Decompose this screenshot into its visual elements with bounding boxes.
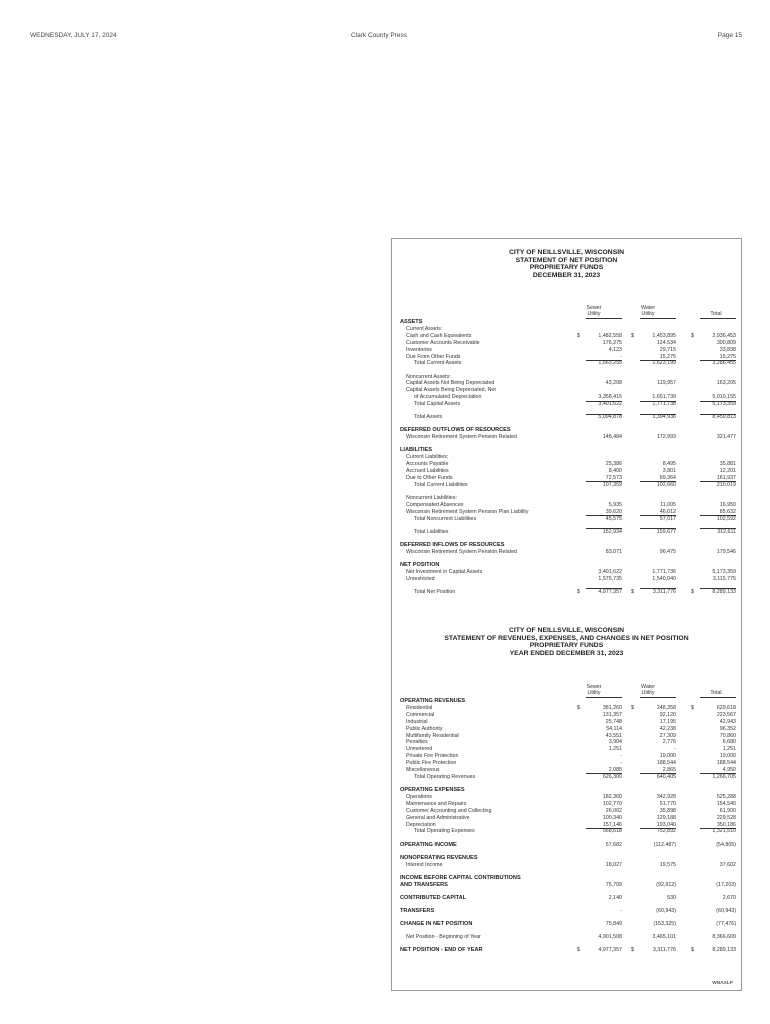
stmt2-row-label: CONTRIBUTED CAPITAL <box>400 894 467 901</box>
stmt1-row-value: 148,484 <box>602 434 622 441</box>
stmt1-row-value: 1,540,040 <box>652 575 676 582</box>
stmt1-row-label: LIABILITIES <box>400 447 433 454</box>
stmt1-row-value: 3,801 <box>662 468 676 475</box>
stmt1-row-label: Customer Accounts Receivable <box>406 339 480 346</box>
rule-line <box>640 360 676 361</box>
stmt1-row-value: 163,205 <box>716 380 736 387</box>
stmt1-row-label: Total Noncurrent Liabilities <box>414 515 477 522</box>
stmt1-title-line: CITY OF NEILLSVILLE, WISCONSIN <box>508 249 625 256</box>
stmt2-row-value: (60,943) <box>716 907 736 914</box>
stmt2-row-label: Net Position - Beginning of Year <box>406 933 481 940</box>
notice-watermark: WNAXLP <box>712 981 733 986</box>
stmt2-row-value: 182,360 <box>602 793 622 800</box>
stmt1-dollar-sign: $ <box>577 332 580 339</box>
stmt2-row-value: 19,575 <box>659 861 676 868</box>
stmt1-row-label: Noncurrent Liabilities: <box>406 494 457 501</box>
stmt2-row-value: 54,114 <box>606 725 622 732</box>
stmt1-row-label: NET POSITION <box>400 561 440 568</box>
stmt1-row-value: 152,934 <box>602 528 622 535</box>
stmt2-title-line: STATEMENT OF REVENUES, EXPENSES, AND CHANGES IN NET POSITION <box>444 634 689 642</box>
stmt1-row-label: of Accumulated Depreciation <box>414 394 482 401</box>
rule-line <box>586 360 622 361</box>
stmt2-row-value: 96,352 <box>719 725 736 732</box>
rule-line <box>700 773 736 774</box>
stmt1-row-value: 83,071 <box>605 548 622 555</box>
stmt2-row-value: 640,405 <box>656 773 676 780</box>
stmt1-row-value: 210,019 <box>716 481 736 488</box>
stmt1-row-value: 35,881 <box>719 461 736 468</box>
stmt1-row-value: 16,950 <box>719 501 736 508</box>
stmt2-row-label: NONOPERATING REVENUES <box>400 854 478 861</box>
stmt1-row-label: Capital Assets Being Depreciated, Net <box>406 387 496 394</box>
stmt1-dollar-sign: $ <box>631 332 634 339</box>
stmt1-row-value: 57,017 <box>659 515 676 522</box>
stmt2-row-label: Residential <box>406 704 433 711</box>
stmt2-row-value: 19,000 <box>719 753 736 760</box>
stmt2-row-value: 102,770 <box>602 800 622 807</box>
stmt1-row-value: 8,495 <box>662 461 676 468</box>
stmt2-row-value: 100,340 <box>602 814 622 821</box>
stmt1-row-label: Capital Assets Not Being Depreciated <box>406 380 495 387</box>
stmt1-row-value: 176,275 <box>602 339 622 346</box>
stmt2-dollar-sign: $ <box>691 704 694 711</box>
stmt1-row-label: Total Capital Assets <box>414 401 461 408</box>
rule-line <box>700 481 736 482</box>
stmt1-row-value: 5,935 <box>608 501 622 508</box>
rule-line <box>700 360 736 361</box>
stmt2-row-value: 51,770 <box>659 800 676 807</box>
stmt2-row-value: 2,865 <box>662 767 676 773</box>
stmt1-row-label: Wisconsin Retirement System Pension Plan Liability <box>406 508 529 515</box>
stmt2-row-value: 57,682 <box>605 841 622 848</box>
stmt2-row-value: - <box>620 753 622 760</box>
stmt1-row-value: 179,546 <box>716 548 736 555</box>
rule-line <box>586 414 622 415</box>
stmt2-row-value: (60,943) <box>656 907 676 914</box>
rule-line <box>700 828 736 829</box>
stmt1-row-value: 15,275 <box>659 353 676 360</box>
stmt1-row-label: Accrued Liabilities <box>406 468 449 475</box>
stmt2-row-value: 2,085 <box>608 767 622 773</box>
legal-notice <box>391 238 742 991</box>
rule-line <box>586 588 622 589</box>
stmt2-row-value: 342,928 <box>656 793 676 800</box>
stmt2-row-label: Multifamily Residential <box>406 732 459 739</box>
stmt1-row-label: Current Liabilities: <box>406 454 449 461</box>
stmt2-row-value: 35,898 <box>659 807 676 814</box>
rule-line <box>586 828 622 829</box>
stmt1-row-value: 8,400 <box>608 468 622 475</box>
stmt1-row-value: 85,632 <box>719 508 736 515</box>
stmt1-row-label: Compensated Absences <box>406 501 464 508</box>
stmt2-row-value: 70,860 <box>719 732 736 739</box>
stmt2-row-value: 4,901,508 <box>598 933 622 940</box>
stmt1-row-value: 4,123 <box>608 346 622 353</box>
stmt2-row-value: 17,195 <box>659 718 676 725</box>
stmt2-title-line: PROPRIETARY FUNDS <box>529 642 604 650</box>
stmt2-row-value: 2,670 <box>722 894 736 901</box>
stmt2-column-header: Utility <box>587 690 601 696</box>
stmt2-row-value: 188,544 <box>656 760 676 767</box>
stmt1-dollar-sign: $ <box>691 588 694 595</box>
stmt1-row-value: 3,401,622 <box>598 401 622 408</box>
rule-line <box>586 773 622 774</box>
stmt1-row-value: 161,937 <box>716 474 736 481</box>
rule-line <box>700 697 736 698</box>
stmt1-row-label: Cash and Cash Equivalents <box>406 332 472 339</box>
stmt1-row-value: 25,386 <box>605 461 622 468</box>
stmt2-row-value: (112,487) <box>653 841 676 848</box>
stmt1-row-value: 15,275 <box>719 353 736 360</box>
stmt2-row-value: (92,912) <box>656 881 676 888</box>
stmt1-row-value: 3,394,936 <box>652 414 676 421</box>
stmt1-row-value: 1,575,735 <box>598 575 622 582</box>
stmt1-row-value: 8,289,133 <box>712 588 736 595</box>
stmt2-row-value: 25,748 <box>605 718 622 725</box>
stmt2-row-value: 75,709 <box>605 881 622 888</box>
rule-line <box>700 414 736 415</box>
rule-line <box>586 481 622 482</box>
stmt1-row-label: Total Net Position <box>414 588 456 595</box>
rule-line <box>586 401 622 402</box>
stmt2-dollar-sign: $ <box>631 947 634 954</box>
rule-line <box>640 318 676 319</box>
stmt1-row-value: 300,809 <box>716 339 736 346</box>
rule-line <box>586 697 622 698</box>
stmt1-row-value: 1,453,895 <box>652 332 676 339</box>
masthead <box>30 32 742 42</box>
stmt2-dollar-sign: $ <box>631 704 634 711</box>
stmt2-row-label: Miscellaneous <box>406 767 440 773</box>
stmt2-row-value: 154,540 <box>716 800 736 807</box>
rule-line <box>700 401 736 402</box>
stmt2-row-value: 1,251 <box>608 746 622 753</box>
stmt2-row-value: 752,892 <box>656 828 676 835</box>
stmt2-row-label: AND TRANSFERS <box>400 881 448 888</box>
stmt1-column-header: Utility <box>587 311 601 317</box>
stmt1-row-value: 1,482,558 <box>598 332 622 339</box>
stmt1-row-label: Unrestricted <box>406 575 435 582</box>
stmt2-row-value: 4,977,357 <box>598 947 622 954</box>
stmt2-row-value: 6,680 <box>722 739 736 746</box>
stmt1-row-value: 2,936,453 <box>712 332 736 339</box>
rule-line <box>586 318 622 319</box>
rule-line <box>700 318 736 319</box>
stmt1-row-value: 96,475 <box>659 548 676 555</box>
rule-line <box>640 828 676 829</box>
stmt2-column-header: Sewer <box>586 684 602 690</box>
stmt2-row-value: 568,618 <box>602 828 622 835</box>
stmt2-dollar-sign: $ <box>691 947 694 954</box>
stmt2-row-value: 42,238 <box>659 725 676 732</box>
stmt1-row-value: 159,677 <box>656 528 676 535</box>
stmt1-row-value: 46,012 <box>659 508 676 515</box>
stmt2-row-value: - <box>620 907 622 914</box>
stmt1-row-value: 312,611 <box>717 528 736 535</box>
stmt1-row-label: Wisconsin Retirement System Pension Related <box>406 548 517 555</box>
stmt2-row-value: (54,805) <box>716 841 736 848</box>
rule-line <box>640 401 676 402</box>
stmt2-row-label: Penalties <box>406 739 428 746</box>
stmt1-row-value: 3,358,415 <box>598 394 622 401</box>
stmt2-row-value: 193,040 <box>656 821 676 828</box>
stmt2-dollar-sign: $ <box>577 947 580 954</box>
rule-line <box>640 528 676 529</box>
stmt1-row-value: 72,573 <box>605 474 622 481</box>
stmt2-title-line: CITY OF NEILLSVILLE, WISCONSIN <box>508 627 625 634</box>
stmt1-row-value: 3,311,776 <box>652 588 676 595</box>
stmt2-title-line: YEAR ENDED DECEMBER 31, 2023 <box>509 649 624 657</box>
stmt2-row-value: 4,950 <box>722 767 736 773</box>
rule-line <box>700 528 736 529</box>
stmt1-row-value: 5,010,155 <box>712 394 736 401</box>
stmt2-row-value: 43,551 <box>605 732 622 739</box>
rule-line <box>640 414 676 415</box>
stmt1-row-value: 8,459,813 <box>712 414 736 421</box>
stmt1-row-value: 1,623,199 <box>652 360 676 367</box>
stmt1-row-label: Total Current Liabilities <box>414 481 468 488</box>
stmt1-row-label: ASSETS <box>400 319 423 325</box>
stmt2-row-value: - <box>620 760 622 767</box>
stmt2-row-value: 92,120 <box>659 711 676 718</box>
stmt2-row-value: 3,465,101 <box>652 933 676 940</box>
stmt2-row-value: 381,260 <box>602 704 622 711</box>
stmt1-column-header: Sewer <box>586 305 602 311</box>
rule-line <box>640 481 676 482</box>
stmt2-row-value: 530 <box>667 894 676 901</box>
stmt2-row-value: 626,300 <box>602 773 622 780</box>
rule-line <box>640 588 676 589</box>
stmt1-row-value: 3,401,622 <box>598 568 622 575</box>
rule-line <box>640 697 676 698</box>
stmt2-row-label: OPERATING REVENUES <box>400 698 466 704</box>
stmt2-row-value: 8,289,133 <box>712 947 736 954</box>
stmt2-row-value: 248,358 <box>656 704 676 711</box>
stmt2-row-label: Public Authority <box>406 725 443 732</box>
masthead-date: WEDNESDAY, JULY 17, 2024 <box>30 32 117 39</box>
stmt2-row-label: INCOME BEFORE CAPITAL CONTRIBUTIONS <box>400 874 521 881</box>
stmt2-row-label: Unmetered <box>406 746 433 753</box>
stmt1-row-value: 45,575 <box>605 515 622 522</box>
stmt1-row-label: Net Investment in Capital Assets <box>406 568 483 575</box>
stmt2-row-value: 131,357 <box>602 711 622 718</box>
stmt1-row-label: Inventories <box>406 346 432 353</box>
stmt2-row-label: Industrial <box>406 718 428 725</box>
stmt2-row-value: 1,251 <box>722 746 736 753</box>
stmt1-row-value: 89,364 <box>659 474 676 481</box>
stmt1-row-label: Wisconsin Retirement System Pension Related <box>406 434 517 441</box>
stmt1-row-label: Total Current Assets <box>414 360 462 367</box>
stmt1-row-value: 1,651,739 <box>652 394 676 401</box>
stmt1-row-value: 124,534 <box>656 339 676 346</box>
stmt2-row-value: - <box>674 746 676 753</box>
stmt2-row-label: Depreciation <box>406 821 436 828</box>
stmt2-row-value: 26,002 <box>605 807 622 814</box>
stmt1-row-value: 5,173,359 <box>712 568 736 575</box>
stmt2-row-label: Private Fire Protection <box>406 753 459 760</box>
stmt1-row-value: 3,286,455 <box>712 360 736 367</box>
stmt2-row-value: 8,366,609 <box>712 933 736 940</box>
stmt1-row-value: 39,620 <box>605 508 622 515</box>
stmt2-row-value: 223,567 <box>716 711 736 718</box>
stmt2-row-value: 629,618 <box>716 704 736 711</box>
stmt1-row-value: 321,477 <box>716 434 736 441</box>
stmt2-row-label: General and Administrative <box>406 814 470 821</box>
stmt2-row-label: Total Operating Expenses <box>414 828 475 835</box>
stmt2-row-label: TRANSFERS <box>400 907 435 914</box>
stmt2-row-value: 525,288 <box>716 793 736 800</box>
stmt2-row-value: (17,203) <box>716 881 736 888</box>
stmt1-row-label: Total Assets <box>414 414 443 421</box>
stmt1-row-value: 1,771,738 <box>652 401 676 408</box>
stmt1-column-header: Total <box>710 311 722 317</box>
stmt1-row-value: 102,660 <box>656 481 676 488</box>
stmt2-row-value: 2,776 <box>662 739 676 746</box>
stmt1-row-label: Noncurrent Assets: <box>406 373 451 380</box>
stmt1-row-value: - <box>620 353 622 360</box>
rule-line <box>700 588 736 589</box>
stmt2-row-value: 1,266,705 <box>712 773 736 780</box>
stmt2-row-label: OPERATING INCOME <box>400 841 457 848</box>
stmt2-row-value: 3,904 <box>608 739 622 746</box>
stmt1-title-line: PROPRIETARY FUNDS <box>529 264 604 272</box>
rule-line <box>586 515 622 516</box>
stmt1-row-value: 172,993 <box>656 434 676 441</box>
stmt2-row-value: 157,146 <box>602 821 622 828</box>
stmt2-row-value: 27,309 <box>659 732 676 739</box>
stmt1-row-label: DEFERRED INFLOWS OF RESOURCES <box>400 541 505 548</box>
stmt2-row-value: 1,321,510 <box>712 828 736 835</box>
stmt1-row-value: 102,592 <box>716 515 736 522</box>
stmt2-row-label: Customer Accounting and Collecting <box>406 807 492 814</box>
masthead-page: Page 15 <box>717 32 742 39</box>
stmt1-row-value: 33,838 <box>719 346 736 353</box>
stmt1-row-value: 4,977,357 <box>598 588 622 595</box>
stmt1-row-value: 12,201 <box>719 468 736 475</box>
stmt2-row-value: 37,602 <box>719 861 736 868</box>
stmt2-row-value: 350,186 <box>716 821 736 828</box>
stmt1-dollar-sign: $ <box>691 332 694 339</box>
stmt2-row-value: 3,311,776 <box>652 947 676 954</box>
stmt1-row-label: Current Assets: <box>406 325 443 332</box>
stmt1-row-label: Due From Other Funds <box>406 353 461 360</box>
stmt1-dollar-sign: $ <box>577 588 580 595</box>
stmt2-row-label: Operations <box>406 793 432 800</box>
stmt2-row-label: NET POSITION - END OF YEAR <box>400 947 483 954</box>
stmt2-row-value: 188,544 <box>716 760 736 767</box>
stmt1-row-value: 11,005 <box>660 501 676 508</box>
stmt1-row-value: 43,208 <box>605 380 622 387</box>
rule-line <box>640 773 676 774</box>
stmt1-row-value: 119,957 <box>657 380 676 387</box>
rule-line <box>640 515 676 516</box>
stmt2-column-header: Utility <box>641 690 655 696</box>
stmt2-row-label: Commercial <box>406 711 435 718</box>
stmt2-row-label: Public Fire Protection <box>406 760 457 767</box>
stmt1-row-label: Total Liabilities <box>414 528 449 535</box>
stmt2-row-label: Maintenance and Repairs <box>406 800 467 807</box>
stmt1-row-value: 5,173,359 <box>712 401 736 408</box>
rule-line <box>586 528 622 529</box>
stmt2-row-value: 2,140 <box>608 894 622 901</box>
stmt1-row-label: Due to Other Funds <box>406 474 453 481</box>
stmt2-row-label: Interest Income <box>406 861 443 868</box>
stmt1-row-value: 1,771,736 <box>652 568 676 575</box>
stmt2-row-value: 229,528 <box>716 814 736 821</box>
stmt1-title-line: DECEMBER 31, 2023 <box>532 271 601 279</box>
stmt1-row-value: 3,115,775 <box>712 575 736 582</box>
stmt2-row-value: 75,849 <box>605 920 622 927</box>
stmt2-row-value: (77,476) <box>716 920 736 927</box>
stmt2-column-header: Total <box>710 690 722 696</box>
stmt2-row-value: 129,188 <box>656 814 676 821</box>
stmt1-row-value: 29,715 <box>659 346 676 353</box>
masthead-paper: Clark County Press <box>351 32 407 39</box>
stmt2-row-label: Total Operating Revenues <box>414 773 476 780</box>
stmt1-row-label: Accounts Payable <box>406 461 449 468</box>
stmt1-column-header: Water <box>641 305 655 311</box>
stmt2-row-value: 18,027 <box>605 861 622 868</box>
rule-line <box>700 515 736 516</box>
stmt2-row-value: 61,900 <box>719 807 736 814</box>
stmt2-dollar-sign: $ <box>577 704 580 711</box>
stmt1-column-header: Utility <box>641 311 655 317</box>
stmt1-row-value: 1,663,255 <box>598 360 622 367</box>
stmt1-row-value: 5,094,878 <box>598 414 622 421</box>
stmt2-row-label: CHANGE IN NET POSITION <box>400 920 473 927</box>
stmt1-dollar-sign: $ <box>631 588 634 595</box>
stmt2-row-value: (153,325) <box>653 920 676 927</box>
stmt2-row-value: 19,000 <box>659 753 676 760</box>
stmt1-title-line: STATEMENT OF NET POSITION <box>515 256 618 264</box>
stmt2-row-label: OPERATING EXPENSES <box>400 787 465 793</box>
stmt2-column-header: Water <box>641 684 655 690</box>
stmt2-row-value: 42,943 <box>719 718 736 725</box>
stmt1-row-value: 107,359 <box>602 481 622 488</box>
stmt1-row-label: DEFERRED OUTFLOWS OF RESOURCES <box>400 427 511 434</box>
